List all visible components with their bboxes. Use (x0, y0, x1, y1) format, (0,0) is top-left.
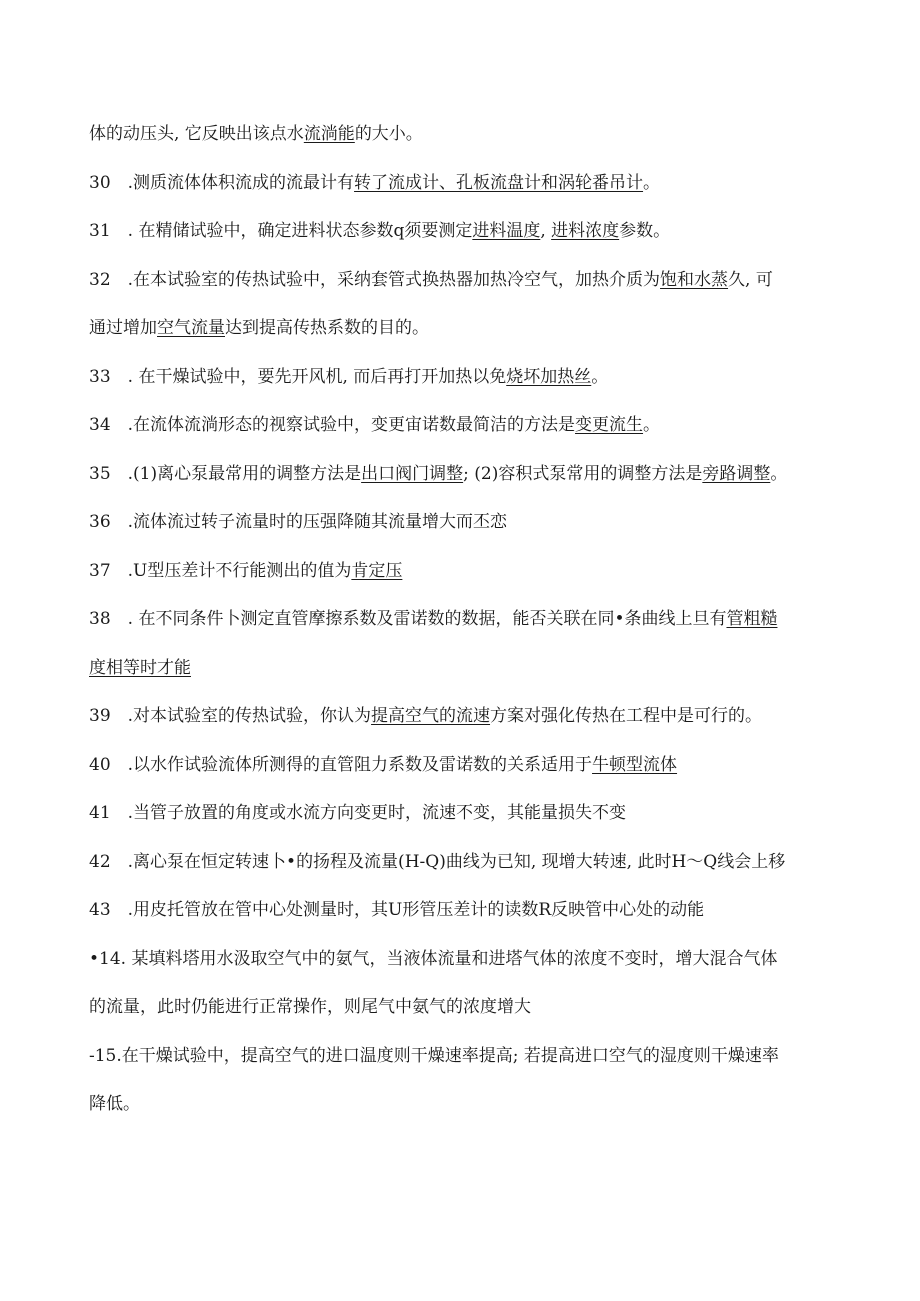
text-line-3: 31 . 在精储试验中，确定进料状态参数q须要测定进料温度, 进料浓度参数。 (89, 221, 671, 241)
text-line-1: 体的动压头, 它反映出该点水流淌能的大小。 (89, 124, 423, 144)
text-line-2: 30 .测质流体体积流成的流最计有转了流成计、孔板流盘计和涡轮番吊计。 (89, 172, 661, 193)
text-line-5: 通过增加空气流量达到提高传热系数的目的。 (89, 318, 429, 338)
text-line-10: 37 .U型压差计不行能测出的值为肯定压 (89, 560, 403, 581)
text-line-8: 35 .(1)离心泵最常用的调整方法是出口阀门调整; (2)容积式泵常用的调整方法是旁路调整。 (89, 463, 788, 484)
text-line-12: 度相等时才能 (89, 657, 191, 678)
text-line-9: 36 .流体流过转子流量时的压强降随其流量增大而丕恋 (89, 512, 508, 532)
text-line-17: 43 .用皮托管放在管中心处测量时，其U形管压差计的读数R反映管中心处的动能 (89, 900, 705, 920)
text-line-18: •14. 某填料塔用水汲取空气中的氨气，当液体流量和进塔气体的浓度不变时，增大混合气体 (89, 948, 778, 969)
document-body (89, 110, 834, 1129)
text-line-21: 降低。 (89, 1094, 140, 1114)
text-line-6: 33 . 在干燥试验中，要先开风机, 而后再打开加热以免烧坏加热丝。 (89, 366, 609, 387)
text-line-20: -15.在干燥试验中，提高空气的进口温度则干燥速率提高; 若提高进口空气的湿度则干燥速率 (89, 1045, 779, 1066)
text-line-7: 34 .在流体流淌形态的视察试验中，变更宙诺数最简洁的方法是变更流生。 (89, 415, 661, 435)
text-line-15: 41 .当管子放置的角度或水流方向变更时，流速不变，其能量损失不变 (89, 803, 627, 823)
text-line-13: 39 .对本试验室的传热试验，你认为提高空气的流速方案对强化传热在工程中是可行的。 (89, 706, 763, 726)
text-line-19: 的流量，此时仍能进行正常操作，则尾气中氨气的浓度增大 (89, 997, 531, 1017)
text-line-14: 40 .以水作试验流体所测得的直管阻力系数及雷诺数的关系适用于牛顿型流体 (89, 754, 678, 775)
text-line-16: 42 .离心泵在恒定转速卜•的扬程及流量(H-Q)曲线为已知, 现增大转速, 此时H～Q线会上移 (89, 851, 786, 872)
text-line-11: 38 . 在不同条件卜测定直管摩擦系数及雷诺数的数据，能否关联在同•条曲线上旦有管粗糙 (89, 609, 778, 629)
text-line-4: 32 .在本试验室的传热试验中，采纳套管式换热器加热冷空气，加热介质为饱和水蒸久, 可 (89, 269, 773, 290)
